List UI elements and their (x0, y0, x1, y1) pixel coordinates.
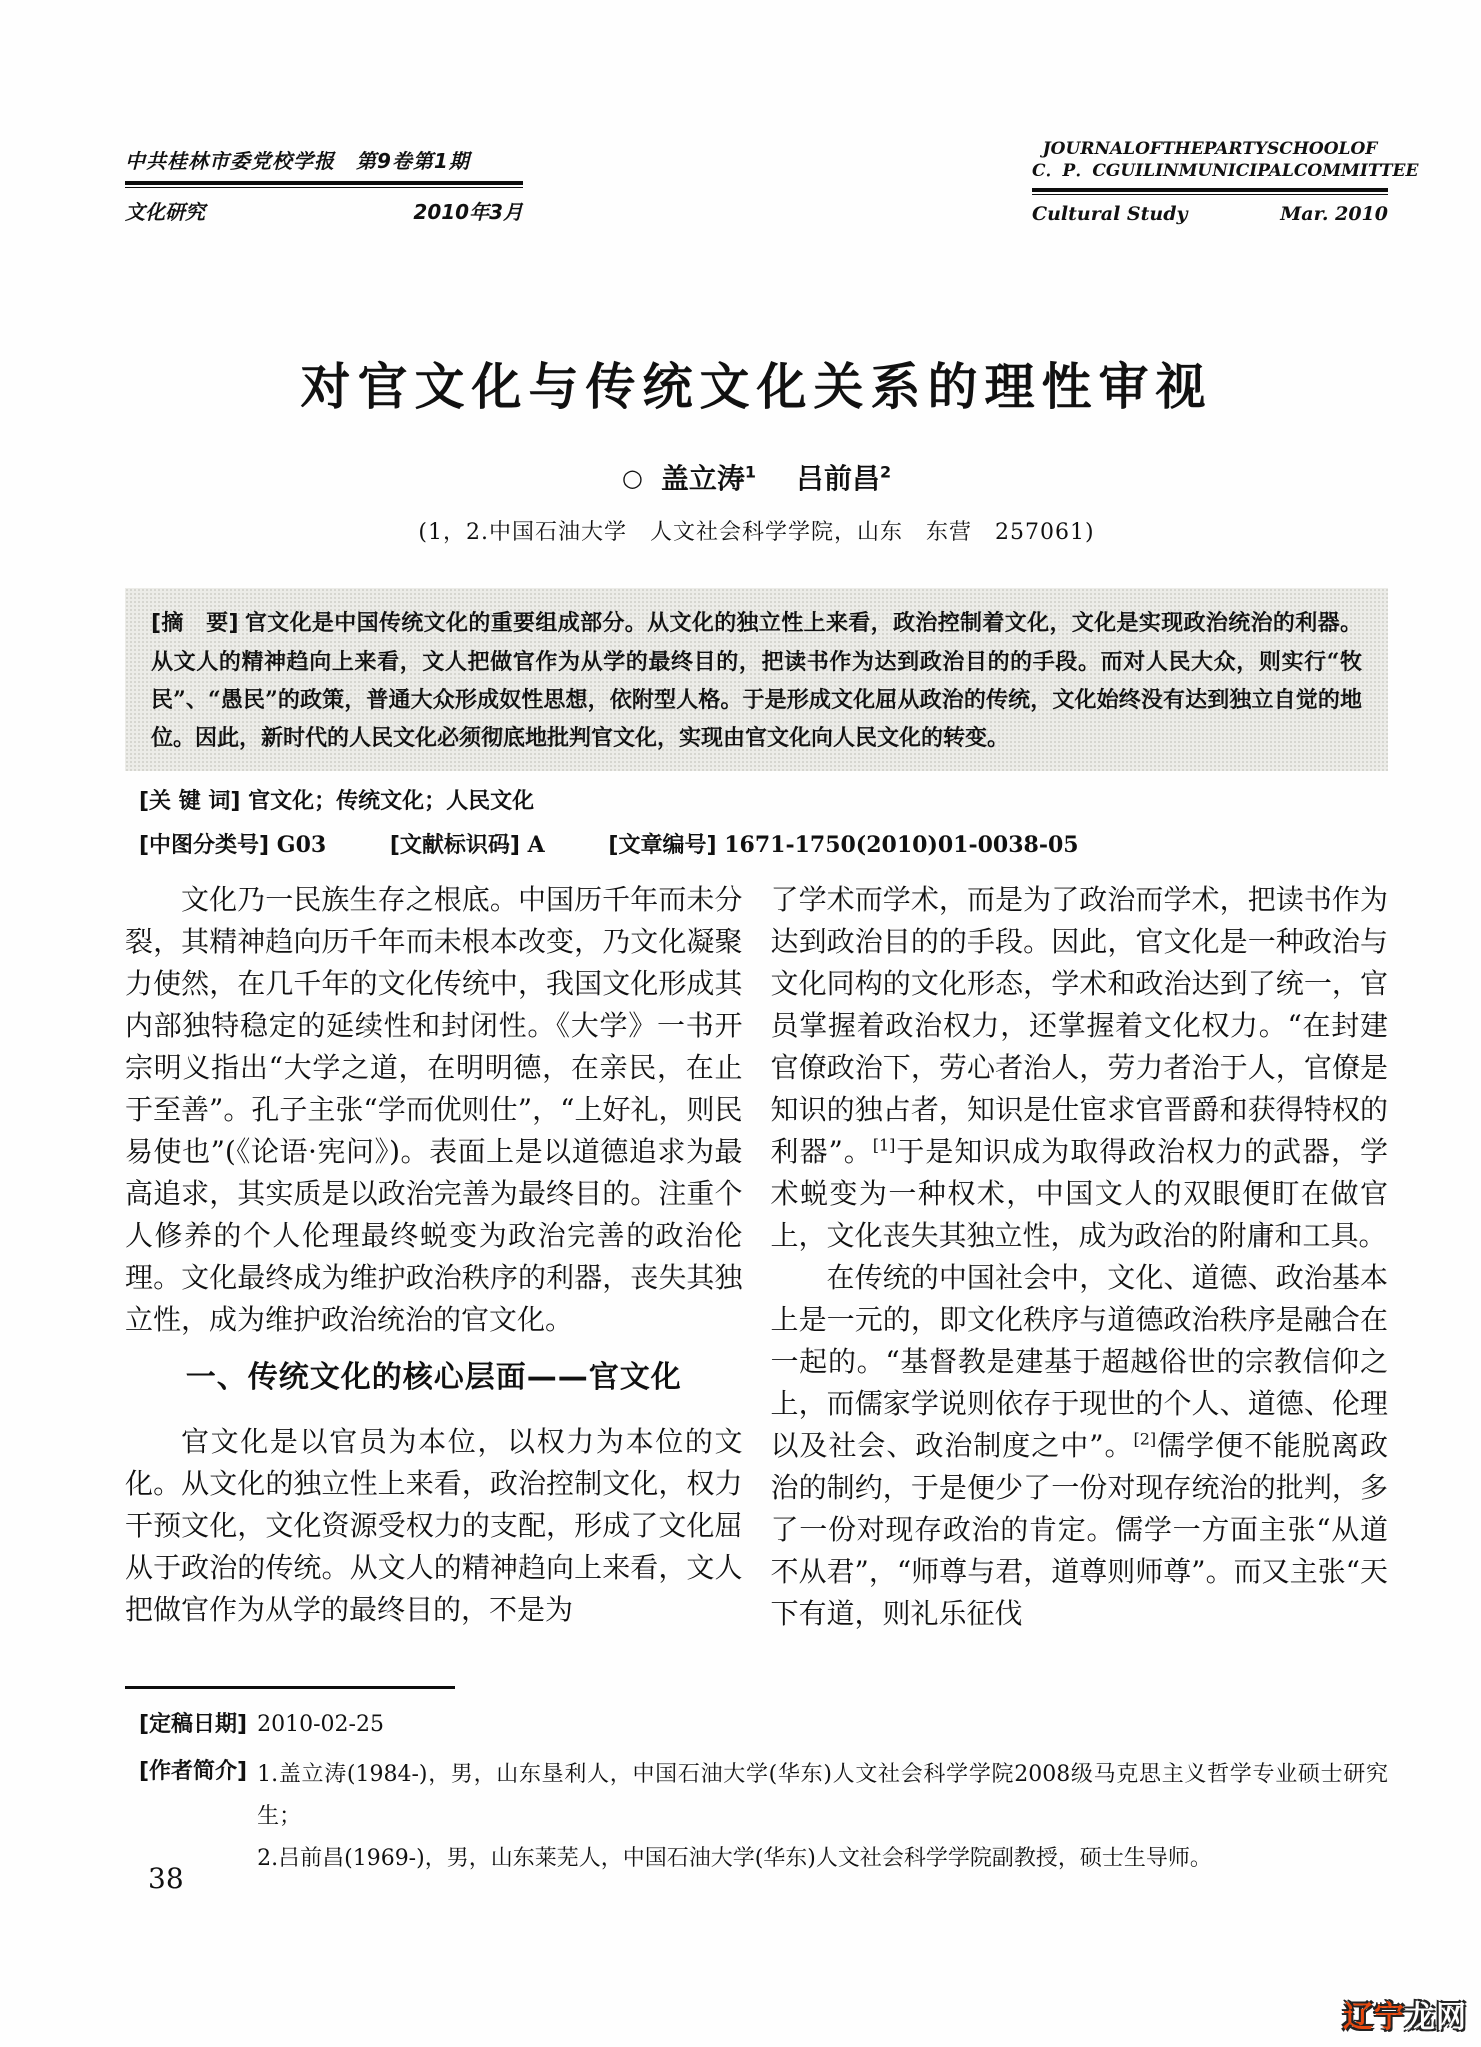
journal-name-en-line1: JOURNALOFTHEPARTYSCHOOLOF (1042, 139, 1378, 159)
column-section-cn: 文化研究 (125, 200, 205, 224)
doc-code-label: [文献标识码] (389, 833, 520, 858)
author-bio-block (125, 1754, 1388, 1880)
clc-label: [中图分类号] (139, 833, 270, 858)
doc-code-value: A (527, 832, 545, 858)
finalized-date-value: 2010-02-25 (257, 1712, 384, 1737)
article-id-value: 1671-1750(2010)01-0038-05 (724, 832, 1079, 858)
paragraph-text: 儒学便不能脱离政治的制约，于是便少了一份对现存统治的批判，多了一份对现存政治的肯定。儒学一方面主张“从道不从君”，“师尊与君，道尊则师尊”。而又主张“天下有道，则礼乐征伐 (770, 1429, 1388, 1630)
section-heading-1: 一、传统文化的核心层面——官文化 (185, 1360, 682, 1395)
authors-line (125, 417, 1388, 497)
keywords-line (125, 771, 1388, 815)
journal-name-en-line2: C．P．CGUILINMUNICIPALCOMMITTEE (1032, 161, 1419, 181)
body-paragraph: 文化乃一民族生存之根底。中国历千年而未分裂，其精神趋向历千年而未根本改变，乃文化凝聚力使然，在几千年的文化传统中，我国文化形成其内部独特稳定的延续性和封闭性。《大学》一书开宗明义指出“大学之道，在明明德，在亲民，在止于至善”。孔子主张“学而优则仕”，“上好礼，则民易使也”(《论语·宪问》)。表面上是以道德追求为最高追求，其实质是以政治完善为最终目的。注重个人修养的个人伦理最终蜕变为政治完善的政治伦理。文化最终成为维护政治秩序的利器，丧失其独立性，成为维护政治统治的官文化。 (125, 883, 743, 1336)
author-2-sup: 2 (879, 462, 892, 482)
journal-name-en (1032, 138, 1419, 188)
column-section-en: Cultural Study (1032, 203, 1188, 225)
footnote-rule (125, 1686, 455, 1689)
journal-header (125, 0, 1419, 225)
author-1: 盖立涛 (660, 462, 745, 495)
citation-ref-2: [2] (1133, 1429, 1157, 1449)
finalized-date-label: [定稿日期] (139, 1712, 248, 1737)
doc-code-group (390, 832, 545, 858)
body-columns (125, 859, 1388, 1635)
affiliation: (1，2.中国石油大学 人文社会科学学院，山东 东营 257061) (418, 520, 1095, 545)
citation-ref-1: [1] (872, 1135, 896, 1155)
keywords-text: 官文化；传统文化；人民文化 (248, 788, 535, 814)
author-bio-2: 2.吕前昌(1969-)，男，山东莱芜人，中国石油大学(华东)人文社会科学学院副教授，硕士生导师。 (257, 1846, 1212, 1871)
finalized-date-line (125, 1707, 1388, 1738)
watermark-part-2: 龙网 (1405, 2000, 1467, 2035)
author-bio-items (257, 1754, 1388, 1880)
clc-value: G03 (276, 832, 327, 858)
classification-line (125, 815, 1388, 859)
right-column (771, 879, 1389, 1635)
page-number: 38 (148, 1862, 184, 1895)
page-footnote-block (125, 1686, 1388, 1880)
header-left-bottom (125, 188, 523, 225)
header-right-block (1032, 138, 1419, 225)
abstract-box (125, 588, 1388, 771)
watermark-part-1: 辽宁 (1343, 2000, 1405, 2035)
body-paragraph (771, 1257, 1389, 1635)
article-id-group (608, 832, 1078, 858)
paragraph-text: 在传统的中国社会中，文化、道德、政治基本上是一元的，即文化秩序与道德政治秩序是融合在一起的。“基督教是建基于超越俗世的宗教信仰之上，而儒家学说则依存于现世的个人、道德、伦理以及社会、政治制度之中”。 (770, 1261, 1388, 1462)
header-rule-left (125, 181, 523, 188)
body-paragraph: 官文化是以官员为本位，以权力为本位的文化。从文化的独立性上来看，政治控制文化，权力干预文化，文化资源受权力的支配，形成了文化屈从于政治的传统。从文人的精神趋向上来看，文人把做官作为从学的最终目的，不是为 (125, 1425, 743, 1626)
paragraph-text: 于是知识成为取得政治权力的武器，学术蜕变为一种权术，中国文人的双眼便盯在做官上，文化丧失其独立性，成为政治的附庸和工具。 (770, 1135, 1388, 1252)
site-watermark (1343, 1992, 1467, 2036)
article-id-label: [文章编号] (608, 833, 717, 858)
body-paragraph (771, 879, 1389, 1257)
clc-group (139, 832, 326, 858)
left-column (125, 879, 743, 1635)
issue-date-en: Mar. 2010 (1280, 203, 1388, 225)
abstract-text: 官文化是中国传统文化的重要组成部分。从文化的独立性上来看，政治控制着文化，文化是实现政治统治的利器。从文人的精神趋向上来看，文人把做官作为从学的最终目的，把读书作为达到政治目的的手段。而对人民大众，则实行“牧民”、“愚民”的政策，普通大众形成奴性思想，依附型人格。于是形成文化屈从政治的传统，文化始终没有达到独立自觉的地位。因此，新时代的人民文化必须彻底地批判官文化，实现由官文化向人民文化的转变。 (151, 610, 1362, 751)
author-bio-label: [作者简介] (139, 1759, 248, 1784)
header-left-block (125, 145, 523, 225)
author-1-sup: 1 (744, 462, 756, 482)
paragraph-text: 了学术而学术，而是为了政治而学术，把读书作为达到政治目的的手段。因此，官文化是一种政治与文化同构的文化形态，学术和政治达到了统一，官员掌握着政治权力，还掌握着文化权力。“在封建官僚政治下，劳心者治人，劳力者治于人，官僚是知识的独占者，知识是仕宦求官晋爵和获得特权的利器”。 (770, 883, 1388, 1168)
author-bio-1: 1.盖立涛(1984-)，男，山东垦利人，中国石油大学(华东)人文社会科学学院2008级马克思主义哲学专业硕士研究生； (257, 1762, 1388, 1829)
author-2: 吕前昌 (795, 462, 880, 495)
journal-name-cn: 中共桂林市委党校学报 第9卷第1期 (125, 149, 470, 173)
article-title: 对官文化与传统文化关系的理性审视 (300, 358, 1213, 416)
header-right-bottom (1032, 195, 1388, 225)
author-marker-icon: ○ (621, 464, 643, 492)
keywords-label: [关 键 词] (139, 789, 241, 814)
abstract-label: [摘 要] (151, 611, 239, 636)
header-rule-right (1032, 188, 1388, 195)
issue-date-cn: 2010年3月 (413, 200, 523, 224)
